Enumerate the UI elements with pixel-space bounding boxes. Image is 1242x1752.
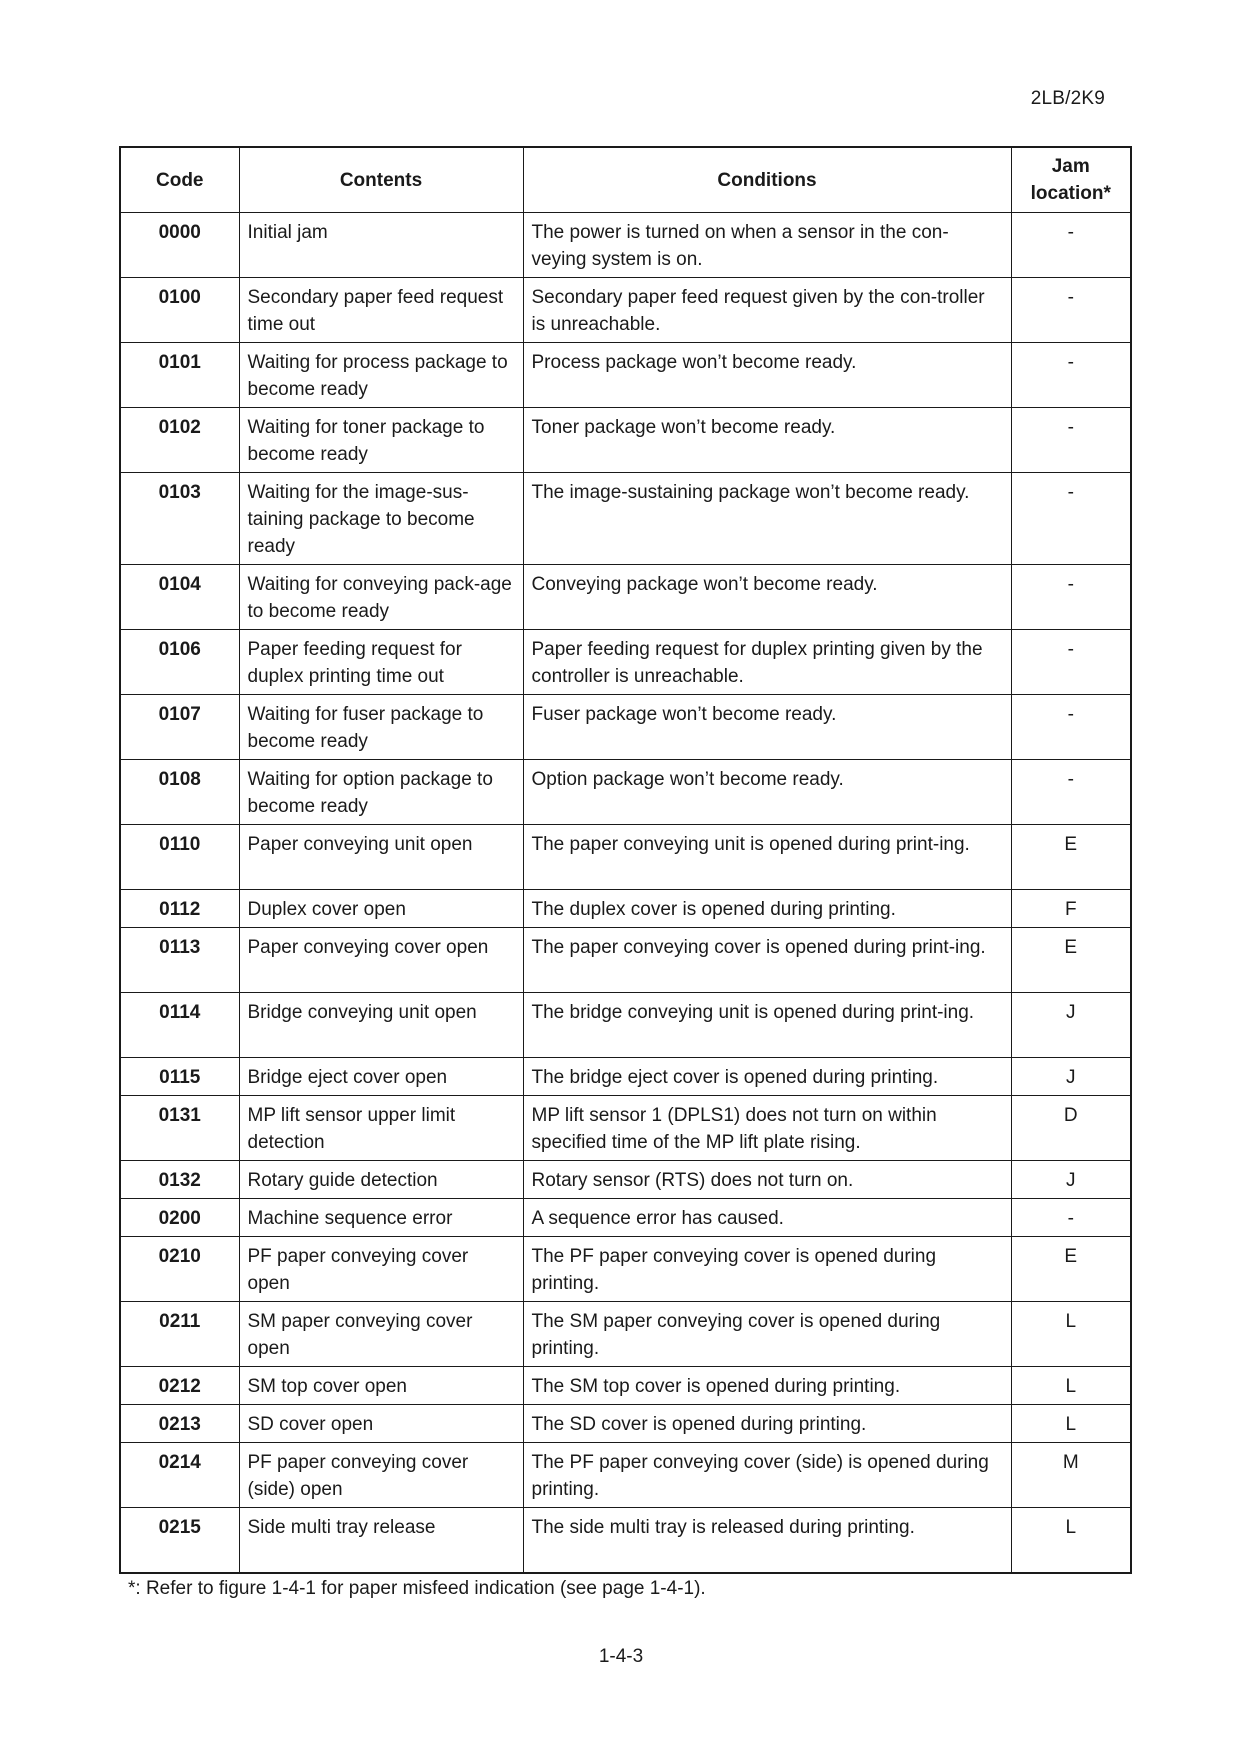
- cell-conditions: Fuser package won’t become ready.: [523, 695, 1011, 760]
- cell-jam-location: D: [1011, 1096, 1131, 1161]
- table-row: [120, 1367, 1131, 1405]
- cell-contents: PF paper conveying cover open: [239, 1237, 523, 1302]
- table-row: [120, 1161, 1131, 1199]
- cell-conditions: The side multi tray is released during printing.: [523, 1508, 1011, 1574]
- cell-jam-location: L: [1011, 1367, 1131, 1405]
- table-row: [120, 343, 1131, 408]
- cell-contents: SM top cover open: [239, 1367, 523, 1405]
- cell-contents: Waiting for the image-sus-taining package to become ready: [239, 473, 523, 565]
- cell-code: 0100: [120, 278, 239, 343]
- cell-conditions: The SM paper conveying cover is opened during printing.: [523, 1302, 1011, 1367]
- cell-contents: Initial jam: [239, 213, 523, 278]
- table-row: [120, 278, 1131, 343]
- table-row: [120, 993, 1131, 1058]
- cell-contents: Machine sequence error: [239, 1199, 523, 1237]
- cell-conditions: The image-sustaining package won’t become ready.: [523, 473, 1011, 565]
- cell-conditions: Process package won’t become ready.: [523, 343, 1011, 408]
- cell-code: 0213: [120, 1405, 239, 1443]
- jam-code-table: [119, 146, 1132, 1574]
- cell-code: 0212: [120, 1367, 239, 1405]
- cell-code: 0112: [120, 890, 239, 928]
- cell-code: 0131: [120, 1096, 239, 1161]
- cell-conditions: MP lift sensor 1 (DPLS1) does not turn on within specified time of the MP lift plate rising.: [523, 1096, 1011, 1161]
- cell-jam-location: J: [1011, 1058, 1131, 1096]
- cell-conditions: Conveying package won’t become ready.: [523, 565, 1011, 630]
- cell-code: 0000: [120, 213, 239, 278]
- cell-contents: MP lift sensor upper limit detection: [239, 1096, 523, 1161]
- table-header-row: [120, 147, 1131, 213]
- table-row: [120, 760, 1131, 825]
- table-row: [120, 695, 1131, 760]
- cell-jam-location: L: [1011, 1405, 1131, 1443]
- table-row: [120, 1302, 1131, 1367]
- table-row: [120, 1199, 1131, 1237]
- cell-contents: SM paper conveying cover open: [239, 1302, 523, 1367]
- cell-jam-location: E: [1011, 1237, 1131, 1302]
- table-row: [120, 825, 1131, 890]
- cell-contents: SD cover open: [239, 1405, 523, 1443]
- cell-jam-location: -: [1011, 278, 1131, 343]
- cell-jam-location: -: [1011, 1199, 1131, 1237]
- table-row: [120, 1405, 1131, 1443]
- cell-contents: Waiting for option package to become ready: [239, 760, 523, 825]
- column-header-code: Code: [120, 147, 239, 213]
- cell-contents: PF paper conveying cover (side) open: [239, 1443, 523, 1508]
- cell-code: 0108: [120, 760, 239, 825]
- cell-jam-location: -: [1011, 473, 1131, 565]
- cell-code: 0115: [120, 1058, 239, 1096]
- cell-contents: Secondary paper feed request time out: [239, 278, 523, 343]
- column-header-conditions: Conditions: [523, 147, 1011, 213]
- cell-code: 0104: [120, 565, 239, 630]
- cell-contents: Waiting for conveying pack-age to become ready: [239, 565, 523, 630]
- cell-conditions: Option package won’t become ready.: [523, 760, 1011, 825]
- cell-code: 0107: [120, 695, 239, 760]
- cell-jam-location: -: [1011, 408, 1131, 473]
- cell-code: 0211: [120, 1302, 239, 1367]
- cell-code: 0114: [120, 993, 239, 1058]
- table-row: [120, 928, 1131, 993]
- footnote: *: Refer to figure 1-4-1 for paper misfeed indication (see page 1-4-1).: [128, 1578, 706, 1599]
- table-row: [120, 1508, 1131, 1574]
- column-header-contents: Contents: [239, 147, 523, 213]
- cell-conditions: The power is turned on when a sensor in the con-veying system is on.: [523, 213, 1011, 278]
- cell-code: 0113: [120, 928, 239, 993]
- page-number: 1-4-3: [598, 1646, 644, 1667]
- table-row: [120, 630, 1131, 695]
- cell-code: 0210: [120, 1237, 239, 1302]
- column-header-jam-location: Jam location*: [1011, 147, 1131, 213]
- cell-jam-location: -: [1011, 760, 1131, 825]
- cell-jam-location: -: [1011, 565, 1131, 630]
- table-row: [120, 1237, 1131, 1302]
- table-row: [120, 213, 1131, 278]
- cell-contents: Waiting for toner package to become ready: [239, 408, 523, 473]
- table-row: [120, 473, 1131, 565]
- cell-jam-location: E: [1011, 928, 1131, 993]
- cell-code: 0106: [120, 630, 239, 695]
- cell-contents: Paper conveying unit open: [239, 825, 523, 890]
- cell-contents: Paper conveying cover open: [239, 928, 523, 993]
- cell-contents: Waiting for process package to become ready: [239, 343, 523, 408]
- cell-jam-location: E: [1011, 825, 1131, 890]
- cell-contents: Duplex cover open: [239, 890, 523, 928]
- table-row: [120, 1058, 1131, 1096]
- cell-code: 0214: [120, 1443, 239, 1508]
- cell-code: 0102: [120, 408, 239, 473]
- cell-code: 0103: [120, 473, 239, 565]
- cell-jam-location: J: [1011, 993, 1131, 1058]
- cell-jam-location: -: [1011, 213, 1131, 278]
- cell-jam-location: F: [1011, 890, 1131, 928]
- table-row: [120, 1443, 1131, 1508]
- cell-conditions: The bridge eject cover is opened during printing.: [523, 1058, 1011, 1096]
- table-row: [120, 1096, 1131, 1161]
- cell-jam-location: L: [1011, 1508, 1131, 1574]
- cell-contents: Paper feeding request for duplex printing time out: [239, 630, 523, 695]
- cell-conditions: The duplex cover is opened during printing.: [523, 890, 1011, 928]
- cell-contents: Side multi tray release: [239, 1508, 523, 1574]
- cell-conditions: Toner package won’t become ready.: [523, 408, 1011, 473]
- cell-conditions: The bridge conveying unit is opened during print-ing.: [523, 993, 1011, 1058]
- cell-jam-location: L: [1011, 1302, 1131, 1367]
- cell-jam-location: -: [1011, 630, 1131, 695]
- document-id: 2LB/2K9: [1030, 88, 1105, 109]
- cell-jam-location: M: [1011, 1443, 1131, 1508]
- cell-code: 0215: [120, 1508, 239, 1574]
- cell-conditions: The PF paper conveying cover (side) is opened during printing.: [523, 1443, 1011, 1508]
- cell-jam-location: J: [1011, 1161, 1131, 1199]
- cell-conditions: Rotary sensor (RTS) does not turn on.: [523, 1161, 1011, 1199]
- cell-conditions: The SD cover is opened during printing.: [523, 1405, 1011, 1443]
- cell-conditions: Paper feeding request for duplex printing given by the controller is unreachable.: [523, 630, 1011, 695]
- cell-conditions: Secondary paper feed request given by the con-troller is unreachable.: [523, 278, 1011, 343]
- cell-code: 0101: [120, 343, 239, 408]
- cell-code: 0132: [120, 1161, 239, 1199]
- table-row: [120, 408, 1131, 473]
- cell-code: 0110: [120, 825, 239, 890]
- table-row: [120, 565, 1131, 630]
- table-row: [120, 890, 1131, 928]
- cell-contents: Rotary guide detection: [239, 1161, 523, 1199]
- cell-contents: Bridge eject cover open: [239, 1058, 523, 1096]
- cell-conditions: The SM top cover is opened during printing.: [523, 1367, 1011, 1405]
- cell-jam-location: -: [1011, 695, 1131, 760]
- cell-jam-location: -: [1011, 343, 1131, 408]
- cell-conditions: The paper conveying unit is opened during print-ing.: [523, 825, 1011, 890]
- cell-contents: Bridge conveying unit open: [239, 993, 523, 1058]
- cell-contents: Waiting for fuser package to become ready: [239, 695, 523, 760]
- cell-conditions: The paper conveying cover is opened during print-ing.: [523, 928, 1011, 993]
- cell-conditions: A sequence error has caused.: [523, 1199, 1011, 1237]
- cell-code: 0200: [120, 1199, 239, 1237]
- cell-conditions: The PF paper conveying cover is opened during printing.: [523, 1237, 1011, 1302]
